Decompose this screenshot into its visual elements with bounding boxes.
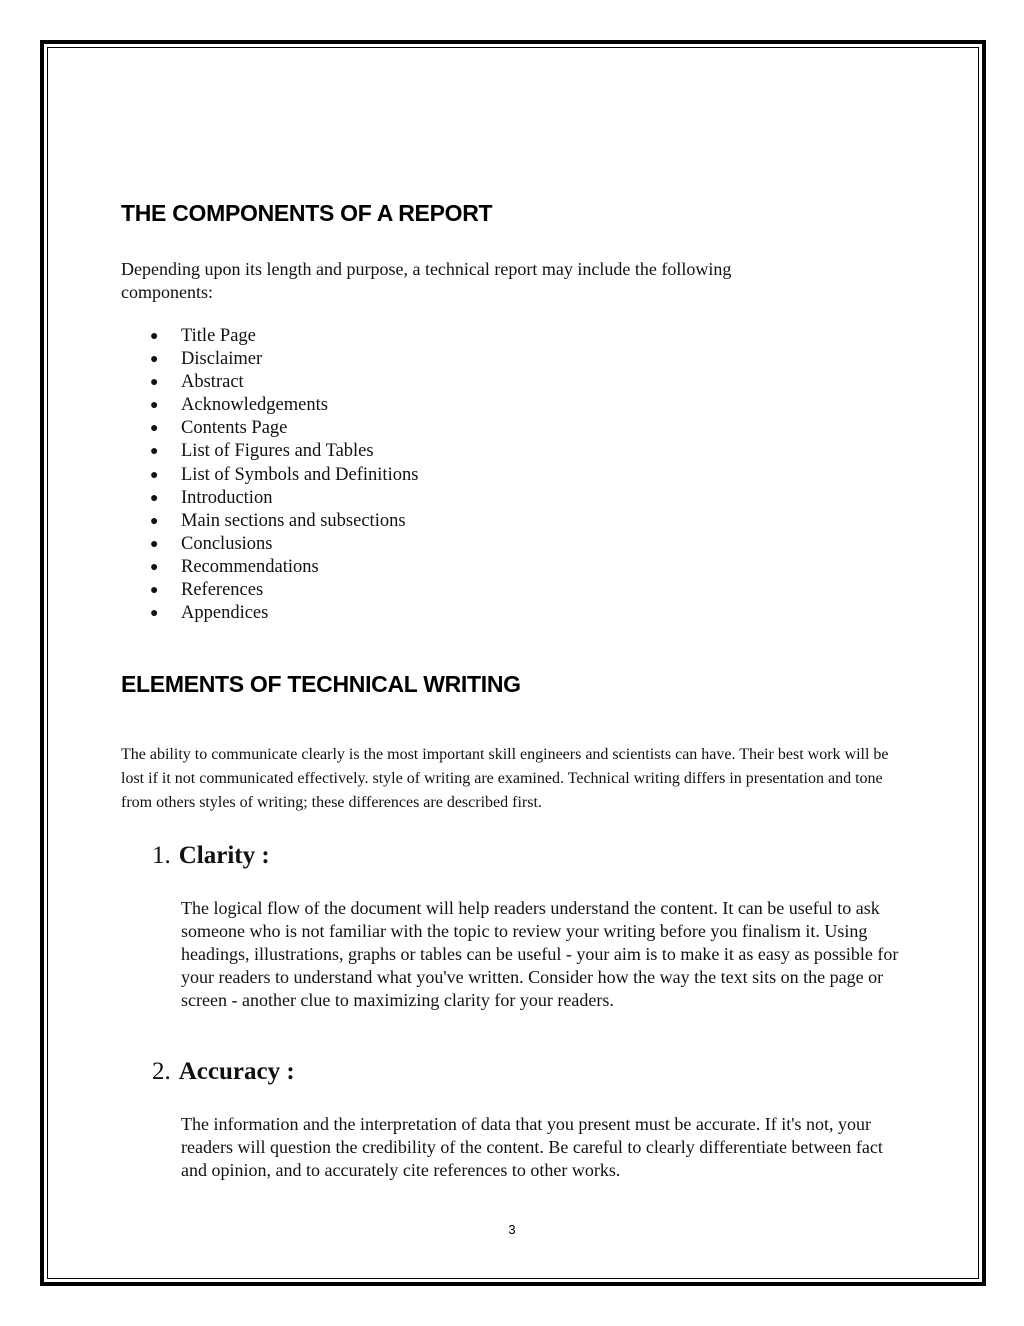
list-item: ● Contents Page: [121, 417, 418, 440]
bullet-icon: ●: [150, 467, 159, 483]
bullet-icon: ●: [150, 352, 159, 368]
item-heading-clarity: 1. Clarity :: [152, 842, 270, 869]
list-item: ● Main sections and subsections: [121, 510, 418, 533]
item-heading-accuracy: 2. Accuracy :: [152, 1058, 295, 1085]
section-heading-components: THE COMPONENTS OF A REPORT: [121, 200, 493, 226]
list-item: ● Title Page: [121, 325, 418, 348]
list-item: ● Appendices: [121, 602, 418, 625]
section-heading-elements: ELEMENTS OF TECHNICAL WRITING: [121, 671, 521, 697]
list-item: ● Disclaimer: [121, 348, 418, 371]
bullet-icon: ●: [150, 444, 159, 460]
components-list: [121, 325, 418, 625]
clarity-body: The logical flow of the document will help readers understand the content. It can be useful to ask someone who is not familiar with the topic to review your writing before you finalism it. Using headings, illustrations, graphs or tables can be useful - your aim is to make it as easy as possible for your readers to understand what you've written. Consider how the way the text sits on the page or screen - another clue to maximizing clarity for your readers.: [181, 898, 899, 1010]
elements-intro: The ability to communicate clearly is the most important skill engineers and scientists can have. Their best work will be lost if it not communicated effectively. style of writing are examined. Technical writing differs in presentation and tone from others styles of writing; these differences are described first.: [121, 746, 889, 811]
page-number: 3: [508, 1222, 516, 1237]
list-item: ● List of Figures and Tables: [121, 440, 418, 463]
bullet-icon: ●: [150, 559, 159, 575]
list-item: ● References: [121, 579, 418, 602]
list-item: ● List of Symbols and Definitions: [121, 464, 418, 487]
accuracy-body: The information and the interpretation of data that you present must be accurate. If it's not, your readers will question the credibility of the content. Be careful to clearly differentiate between fact and opinion, and to accurately cite references to other works.: [181, 1114, 883, 1180]
list-item: ● Recommendations: [121, 556, 418, 579]
bullet-icon: ●: [150, 421, 159, 437]
list-item: ● Acknowledgements: [121, 394, 418, 417]
list-item: ● Conclusions: [121, 533, 418, 556]
bullet-icon: ●: [150, 329, 159, 344]
list-item: ● Introduction: [121, 487, 418, 510]
bullet-icon: ●: [150, 490, 159, 506]
list-item: ● Abstract: [121, 371, 418, 394]
bullet-icon: ●: [150, 398, 159, 414]
page-border-inner: [47, 47, 979, 1279]
bullet-icon: ●: [150, 606, 159, 622]
bullet-icon: ●: [150, 536, 159, 552]
components-intro: Depending upon its length and purpose, a technical report may include the following components:: [121, 259, 732, 302]
bullet-icon: ●: [150, 375, 159, 391]
bullet-icon: ●: [150, 583, 159, 599]
bullet-icon: ●: [150, 513, 159, 529]
